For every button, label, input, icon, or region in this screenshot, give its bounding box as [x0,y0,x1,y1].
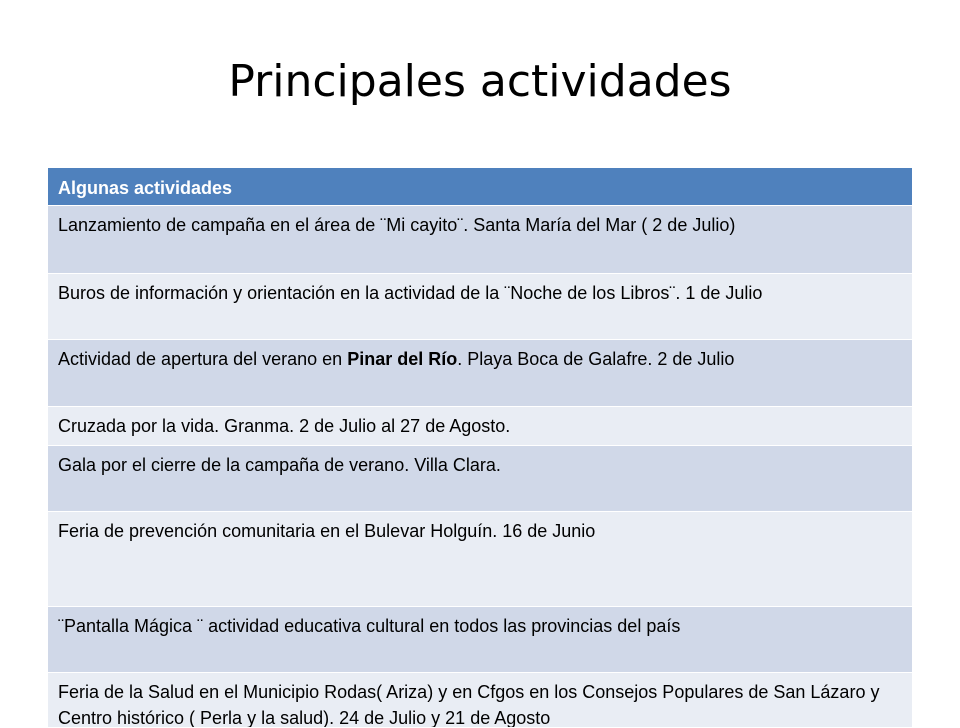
row-text: Buros de información y orientación en la actividad de la ¨Noche de los Libros¨. 1 de Julio [58,283,763,303]
table-row [48,206,912,274]
table-row [48,446,912,512]
row-text-pre: Actividad de apertura del verano en [58,349,348,369]
row-text: ¨Pantalla Mágica ¨ actividad educativa cultural en todos las provincias del país [58,616,681,636]
slide-title: Principales actividades [228,56,732,107]
row-text: Feria de la Salud en el Municipio Rodas( Ariza) y en Cfgos en los Consejos Populares de San Lázaro y Centro histórico ( Perla y la salud). 24 de Julio y 21 de Agosto [58,682,880,728]
table-row [48,407,912,446]
row-text-post: . Playa Boca de Galafre. 2 de Julio [457,349,735,369]
row-text: Feria de prevención comunitaria en el Bulevar Holguín. 16 de Junio [58,521,596,541]
table-row [48,340,912,407]
activities-table [48,168,912,728]
table-row [48,607,912,673]
table-header: Algunas actividades [48,168,912,206]
table-row [48,512,912,607]
row-text: Cruzada por la vida. Granma. 2 de Julio al 27 de Agosto. [58,416,511,436]
row-text: Lanzamiento de campaña en el área de ¨Mi cayito¨. Santa María del Mar ( 2 de Julio) [58,215,736,235]
table-row [48,274,912,340]
row-text: Gala por el cierre de la campaña de verano. Villa Clara. [58,455,501,475]
row-text-bold: Pinar del Río [347,349,458,369]
